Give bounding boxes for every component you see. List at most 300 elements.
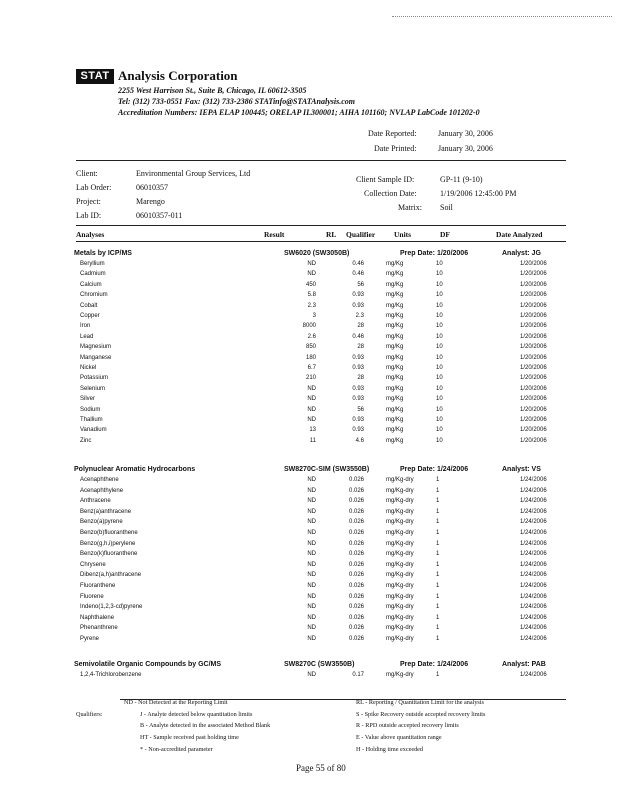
- table-row: [80, 407, 560, 417]
- df-value: 10: [436, 261, 443, 267]
- analyte-name: Selenium: [80, 385, 106, 392]
- result-value: 450: [305, 281, 316, 288]
- result-value: 8000: [302, 323, 316, 330]
- analyte-name: Beryllium: [80, 261, 105, 267]
- rl-value: 0.026: [348, 530, 364, 536]
- analyte-name: Fluoranthene: [80, 583, 116, 589]
- client-value: Environmental Group Services, Ltd: [136, 169, 251, 178]
- result-value: 11: [309, 437, 316, 444]
- result-value: ND: [307, 396, 316, 403]
- result-value: ND: [307, 508, 316, 515]
- rl-value: 0.46: [352, 271, 364, 278]
- matrix-label: Matrix:: [398, 203, 422, 212]
- table-row: [80, 604, 560, 614]
- client-label: Client:: [76, 169, 98, 178]
- date-analyzed-value: 1/24/2006: [520, 614, 547, 621]
- table-row: [80, 355, 560, 365]
- analyte-name: Cobalt: [80, 302, 98, 309]
- units-value: mg/Kg: [386, 417, 404, 423]
- units-value: mg/Kg-dry: [386, 498, 414, 505]
- date-analyzed-value: 1/20/2006: [520, 385, 547, 392]
- units-value: mg/Kg-dry: [386, 672, 414, 678]
- df-value: 1: [436, 572, 440, 579]
- date-analyzed-value: 1/20/2006: [520, 396, 547, 403]
- df-value: 10: [436, 385, 443, 392]
- units-value: mg/Kg-dry: [386, 551, 414, 558]
- rl-value: 0.46: [352, 333, 364, 340]
- client-sample-label: Client Sample ID:: [356, 175, 415, 184]
- rl-value: 0.026: [348, 604, 364, 611]
- qualifier-star: * - Non-accredited parameter: [140, 746, 213, 753]
- section-prep-date: Prep Date: 1/24/2006: [400, 466, 469, 473]
- date-analyzed-value: 1/24/2006: [520, 583, 547, 589]
- result-value: ND: [307, 551, 316, 558]
- units-value: mg/Kg: [386, 302, 404, 309]
- table-row: [80, 292, 560, 302]
- analyte-name: Benzo(b)fluoranthene: [80, 530, 138, 536]
- units-value: mg/Kg-dry: [386, 540, 414, 547]
- table-row: [80, 427, 560, 437]
- rl-value: 56: [357, 281, 364, 288]
- units-value: mg/Kg: [386, 323, 404, 330]
- df-value: 10: [436, 271, 443, 278]
- date-analyzed-value: 1/20/2006: [520, 417, 547, 423]
- table-row: [80, 386, 560, 396]
- df-value: 1: [436, 498, 440, 505]
- section-method: SW8270C (SW3550B): [284, 661, 355, 668]
- section-title: Polynuclear Aromatic Hydrocarbons: [74, 466, 196, 473]
- rl-value: 0.46: [352, 261, 364, 267]
- date-analyzed-value: 1/20/2006: [520, 292, 547, 299]
- analyte-name: Indeno(1,2,3-cd)pyrene: [80, 604, 143, 611]
- result-value: ND: [307, 417, 316, 423]
- section-prep-date: Prep Date: 1/20/2006: [400, 250, 469, 257]
- table-row: [80, 282, 560, 292]
- rl-value: 0.026: [348, 551, 364, 558]
- df-value: 10: [436, 365, 443, 371]
- df-value: 10: [436, 354, 443, 361]
- analyte-name: Thallium: [80, 417, 103, 423]
- result-value: 180: [305, 354, 316, 361]
- table-row: [80, 488, 560, 498]
- result-value: ND: [307, 477, 316, 483]
- rl-value: 0.93: [352, 365, 364, 371]
- rl-value: 0.026: [348, 572, 364, 579]
- df-value: 10: [436, 437, 443, 444]
- table-row: [80, 615, 560, 625]
- section-title: Semivolatile Organic Compounds by GC/MS: [74, 661, 222, 668]
- table-row: [80, 498, 560, 508]
- result-value: 2.3: [307, 302, 316, 309]
- table-row: [80, 477, 560, 487]
- date-analyzed-value: 1/24/2006: [520, 551, 547, 558]
- table-row: [80, 562, 560, 572]
- df-value: 1: [436, 636, 440, 642]
- df-value: 1: [436, 530, 440, 536]
- company-contact: Tel: (312) 733-0551 Fax: (312) 733-2386 STATinfo@STATAnalysis.com: [118, 97, 355, 106]
- date-analyzed-value: 1/24/2006: [520, 519, 547, 526]
- qualifiers-label: Qualifiers:: [76, 711, 103, 718]
- section-header: [74, 466, 564, 477]
- analyte-name: Vanadium: [80, 427, 107, 434]
- analyte-name: Dibenz(a,h)anthracene: [80, 572, 142, 579]
- rl-value: 0.93: [352, 427, 364, 434]
- result-value: ND: [307, 672, 316, 678]
- col-qualifier: Qualifier: [346, 230, 376, 239]
- result-value: 6.7: [307, 365, 316, 371]
- units-value: mg/Kg-dry: [386, 593, 414, 600]
- df-value: 1: [436, 625, 440, 632]
- date-analyzed-value: 1/20/2006: [520, 271, 547, 278]
- date-analyzed-value: 1/20/2006: [520, 313, 547, 319]
- column-header-divider: [76, 241, 566, 242]
- analyte-name: Potassium: [80, 375, 109, 382]
- result-value: ND: [307, 406, 316, 413]
- df-value: 1: [436, 561, 440, 568]
- stat-logo: STAT: [76, 69, 114, 84]
- df-value: 1: [436, 508, 440, 515]
- table-row: [80, 417, 560, 427]
- df-value: 1: [436, 593, 440, 600]
- section-title: Metals by ICP/MS: [74, 250, 132, 257]
- info-divider: [76, 225, 566, 226]
- df-value: 1: [436, 477, 440, 483]
- df-value: 1: [436, 551, 440, 558]
- matrix-value: Soil: [440, 203, 453, 212]
- analyte-name: Silver: [80, 396, 96, 403]
- table-row: [80, 636, 560, 646]
- df-value: 1: [436, 540, 440, 547]
- project-value: Marengo: [136, 197, 165, 206]
- rl-value: 0.026: [348, 625, 364, 632]
- date-analyzed-value: 1/24/2006: [520, 477, 547, 483]
- rl-value: 0.93: [352, 302, 364, 309]
- lab-id-value: 06010357-011: [136, 211, 183, 220]
- date-analyzed-value: 1/24/2006: [520, 498, 547, 505]
- table-row: [80, 541, 560, 551]
- analyte-name: Lead: [80, 333, 94, 340]
- date-analyzed-value: 1/20/2006: [520, 302, 547, 309]
- analyte-name: Zinc: [80, 437, 92, 444]
- units-value: mg/Kg: [386, 281, 404, 288]
- qualifier-e: E - Value above quantitation range: [356, 734, 442, 741]
- date-analyzed-value: 1/20/2006: [520, 437, 547, 444]
- rl-value: 0.93: [352, 417, 364, 423]
- units-value: mg/Kg: [386, 344, 404, 351]
- table-row: [80, 334, 560, 344]
- rl-value: 28: [357, 344, 364, 351]
- units-value: mg/Kg: [386, 375, 404, 382]
- analyte-name: Acenaphthene: [80, 477, 119, 483]
- table-row: [80, 530, 560, 540]
- units-value: mg/Kg-dry: [386, 604, 414, 611]
- df-value: 10: [436, 396, 443, 403]
- units-value: mg/Kg-dry: [386, 572, 414, 579]
- rl-value: 0.026: [348, 614, 364, 621]
- result-value: 3: [312, 313, 316, 319]
- table-row: [80, 344, 560, 354]
- units-value: mg/Kg-dry: [386, 487, 414, 494]
- analyte-name: Benzo(a)pyrene: [80, 519, 123, 526]
- table-row: [80, 551, 560, 561]
- df-value: 10: [436, 406, 443, 413]
- result-value: ND: [307, 561, 316, 568]
- analyte-name: Pyrene: [80, 636, 100, 642]
- table-row: [80, 509, 560, 519]
- col-units: Units: [394, 230, 412, 239]
- date-analyzed-value: 1/20/2006: [520, 281, 547, 288]
- table-row: [80, 583, 560, 593]
- result-value: ND: [307, 487, 316, 494]
- date-analyzed-value: 1/20/2006: [520, 365, 547, 371]
- rl-value: 4.6: [355, 437, 364, 444]
- table-row: [80, 261, 560, 271]
- units-value: mg/Kg-dry: [386, 614, 414, 621]
- rl-value: 0.026: [348, 477, 364, 483]
- units-value: mg/Kg: [386, 292, 404, 299]
- units-value: mg/Kg: [386, 354, 404, 361]
- result-value: ND: [307, 636, 316, 642]
- date-analyzed-value: 1/24/2006: [520, 593, 547, 600]
- result-value: 210: [305, 375, 316, 382]
- units-value: mg/Kg-dry: [386, 636, 414, 642]
- date-analyzed-value: 1/20/2006: [520, 354, 547, 361]
- rl-value: 0.93: [352, 385, 364, 392]
- rl-value: 0.026: [348, 487, 364, 494]
- table-row: [80, 519, 560, 529]
- analyte-name: Magnesium: [80, 344, 112, 351]
- date-analyzed-value: 1/24/2006: [520, 487, 547, 494]
- analyte-name: Anthracene: [80, 498, 111, 505]
- table-row: [80, 594, 560, 604]
- date-analyzed-value: 1/20/2006: [520, 427, 547, 434]
- result-value: ND: [307, 625, 316, 632]
- col-df: DF: [440, 230, 450, 239]
- rl-value: 0.93: [352, 354, 364, 361]
- units-value: mg/Kg-dry: [386, 519, 414, 526]
- analyte-name: Acenaphthylene: [80, 487, 124, 494]
- units-value: mg/Kg: [386, 271, 404, 278]
- qualifier-r: R - RPD outside accepted recovery limits: [356, 722, 459, 729]
- df-value: 1: [436, 519, 440, 526]
- date-printed-value: January 30, 2006: [438, 144, 493, 153]
- result-value: ND: [307, 604, 316, 611]
- units-value: mg/Kg-dry: [386, 625, 414, 632]
- df-value: 1: [436, 614, 440, 621]
- qualifier-b: B - Analyte detected in the associated Method Blank: [140, 722, 271, 729]
- analyte-name: Phenanthrene: [80, 625, 118, 632]
- date-analyzed-value: 1/20/2006: [520, 261, 547, 267]
- result-value: ND: [307, 385, 316, 392]
- qualifier-rl: RL - Reporting / Quantitation Limit for the analysis: [356, 699, 484, 706]
- rl-value: 0.026: [348, 561, 364, 568]
- df-value: 10: [436, 292, 443, 299]
- qualifier-nd: ND - Not Detected at the Reporting Limit: [124, 699, 228, 706]
- analyte-name: Naphthalene: [80, 614, 115, 621]
- rl-value: 0.026: [348, 498, 364, 505]
- units-value: mg/Kg-dry: [386, 530, 414, 536]
- units-value: mg/Kg: [386, 385, 404, 392]
- result-value: ND: [307, 519, 316, 526]
- company-name: Analysis Corporation: [118, 68, 238, 83]
- date-analyzed-value: 1/20/2006: [520, 375, 547, 382]
- date-analyzed-value: 1/24/2006: [520, 508, 547, 515]
- units-value: mg/Kg: [386, 427, 404, 434]
- result-value: 5.8: [307, 292, 316, 299]
- result-value: ND: [307, 572, 316, 579]
- table-row: [80, 313, 560, 323]
- qualifier-h: H - Holding time exceeded: [356, 746, 424, 753]
- date-analyzed-value: 1/20/2006: [520, 406, 547, 413]
- analyte-name: Cadmium: [80, 271, 106, 278]
- result-value: ND: [307, 261, 316, 267]
- project-label: Project:: [76, 197, 101, 206]
- qualifier-ht: HT - Sample received past holding time: [140, 734, 239, 741]
- analyte-name: Chromium: [80, 292, 108, 299]
- result-value: ND: [307, 540, 316, 547]
- col-date-analyzed: Date Analyzed: [496, 230, 543, 239]
- analyte-name: Iron: [80, 323, 91, 330]
- units-value: mg/Kg: [386, 261, 404, 267]
- section-header: [74, 250, 564, 261]
- accreditation-numbers: Accreditation Numbers: IEPA ELAP 100445; ORELAP IL300001; AIHA 101160; NVLAP LabCode 101202-0: [118, 108, 480, 117]
- analyte-name: Chrysene: [80, 561, 106, 568]
- date-reported-label: Date Reported:: [368, 129, 417, 138]
- analyte-name: Calcium: [80, 281, 102, 288]
- date-analyzed-value: 1/24/2006: [520, 572, 547, 579]
- units-value: mg/Kg-dry: [386, 477, 414, 483]
- date-analyzed-value: 1/24/2006: [520, 561, 547, 568]
- qualifier-j: J - Analyte detected below quantitation limits: [140, 711, 253, 718]
- table-row: [80, 365, 560, 375]
- result-value: ND: [307, 614, 316, 621]
- df-value: 1: [436, 604, 440, 611]
- df-value: 10: [436, 427, 443, 434]
- df-value: 10: [436, 333, 443, 340]
- date-analyzed-value: 1/24/2006: [520, 530, 547, 536]
- analyte-name: Benzo(k)fluoranthene: [80, 551, 138, 558]
- table-row: [80, 323, 560, 333]
- col-rl: RL: [326, 230, 337, 239]
- analyte-name: Copper: [80, 313, 100, 319]
- rl-value: 0.026: [348, 519, 364, 526]
- units-value: mg/Kg-dry: [386, 561, 414, 568]
- table-row: [80, 625, 560, 635]
- lab-id-label: Lab ID:: [76, 211, 102, 220]
- rl-value: 0.17: [352, 672, 364, 678]
- rl-value: 0.026: [348, 583, 364, 589]
- section-analyst: Analyst: VS: [502, 466, 541, 473]
- df-value: 10: [436, 344, 443, 351]
- date-analyzed-value: 1/24/2006: [520, 604, 547, 611]
- table-row: [80, 303, 560, 313]
- units-value: mg/Kg: [386, 333, 404, 340]
- section-prep-date: Prep Date: 1/24/2006: [400, 661, 469, 668]
- df-value: 10: [436, 323, 443, 330]
- date-analyzed-value: 1/24/2006: [520, 625, 547, 632]
- scan-dotted-line: [392, 16, 612, 17]
- table-row: [80, 572, 560, 582]
- analyte-name: Benzo(g,h,i)perylene: [80, 540, 136, 547]
- result-value: ND: [307, 530, 316, 536]
- table-row: [80, 271, 560, 281]
- lab-order-label: Lab Order:: [76, 183, 112, 192]
- df-value: 10: [436, 302, 443, 309]
- units-value: mg/Kg-dry: [386, 508, 414, 515]
- df-value: 10: [436, 281, 443, 288]
- units-value: mg/Kg: [386, 406, 404, 413]
- date-printed-label: Date Printed:: [374, 144, 417, 153]
- table-row: [80, 375, 560, 385]
- units-value: mg/Kg: [386, 396, 404, 403]
- section-method: SW6020 (SW3050B): [284, 250, 350, 257]
- analyte-name: Manganese: [80, 354, 112, 361]
- table-row: [80, 672, 560, 682]
- rl-value: 0.93: [352, 292, 364, 299]
- company-address: 2255 West Harrison St., Suite B, Chicago, IL 60612-3505: [118, 86, 307, 95]
- date-analyzed-value: 1/20/2006: [520, 344, 547, 351]
- rl-value: 56: [357, 406, 364, 413]
- result-value: 13: [309, 427, 316, 434]
- table-row: [80, 438, 560, 448]
- collection-date-value: 1/19/2006 12:45:00 PM: [440, 189, 517, 198]
- df-value: 1: [436, 487, 440, 494]
- table-row: [80, 396, 560, 406]
- df-value: 10: [436, 375, 443, 382]
- client-sample-value: GP-11 (9-10): [440, 175, 483, 184]
- analyte-name: Fluorene: [80, 593, 104, 600]
- analyte-name: 1,2,4-Trichlorobenzene: [80, 672, 142, 678]
- lab-order-value: 06010357: [136, 183, 168, 192]
- qualifier-s: S - Spike Recovery outside accepted recovery limits: [356, 711, 486, 718]
- rl-value: 2.3: [355, 313, 364, 319]
- result-value: ND: [307, 593, 316, 600]
- df-value: 10: [436, 417, 443, 423]
- units-value: mg/Kg-dry: [386, 583, 414, 589]
- units-value: mg/Kg: [386, 313, 404, 319]
- section-analyst: Analyst: JG: [502, 250, 541, 257]
- date-reported-value: January 30, 2006: [438, 129, 493, 138]
- df-value: 1: [436, 583, 440, 589]
- date-analyzed-value: 1/24/2006: [520, 636, 547, 642]
- result-value: ND: [307, 498, 316, 505]
- units-value: mg/Kg: [386, 365, 404, 371]
- rl-value: 28: [357, 375, 364, 382]
- section-header: [74, 661, 564, 672]
- rl-value: 0.026: [348, 540, 364, 547]
- result-value: ND: [307, 271, 316, 278]
- analyte-name: Benz(a)anthracene: [80, 508, 132, 515]
- units-value: mg/Kg: [386, 437, 404, 444]
- date-analyzed-value: 1/20/2006: [520, 333, 547, 340]
- page-number: Page 55 of 80: [296, 763, 346, 773]
- date-analyzed-value: 1/20/2006: [520, 323, 547, 330]
- header-divider: [76, 160, 566, 161]
- rl-value: 0.026: [348, 593, 364, 600]
- rl-value: 28: [357, 323, 364, 330]
- collection-date-label: Collection Date:: [364, 189, 417, 198]
- df-value: 1: [436, 672, 440, 678]
- date-analyzed-value: 1/24/2006: [520, 672, 547, 678]
- col-analyses: Analyses: [76, 230, 105, 239]
- section-method: SW8270C-SIM (SW3550B): [284, 466, 370, 473]
- col-result: Result: [264, 230, 285, 239]
- df-value: 10: [436, 313, 443, 319]
- rl-value: 0.026: [348, 636, 364, 642]
- date-analyzed-value: 1/24/2006: [520, 540, 547, 547]
- result-value: 2.6: [307, 333, 316, 340]
- result-value: 850: [305, 344, 316, 351]
